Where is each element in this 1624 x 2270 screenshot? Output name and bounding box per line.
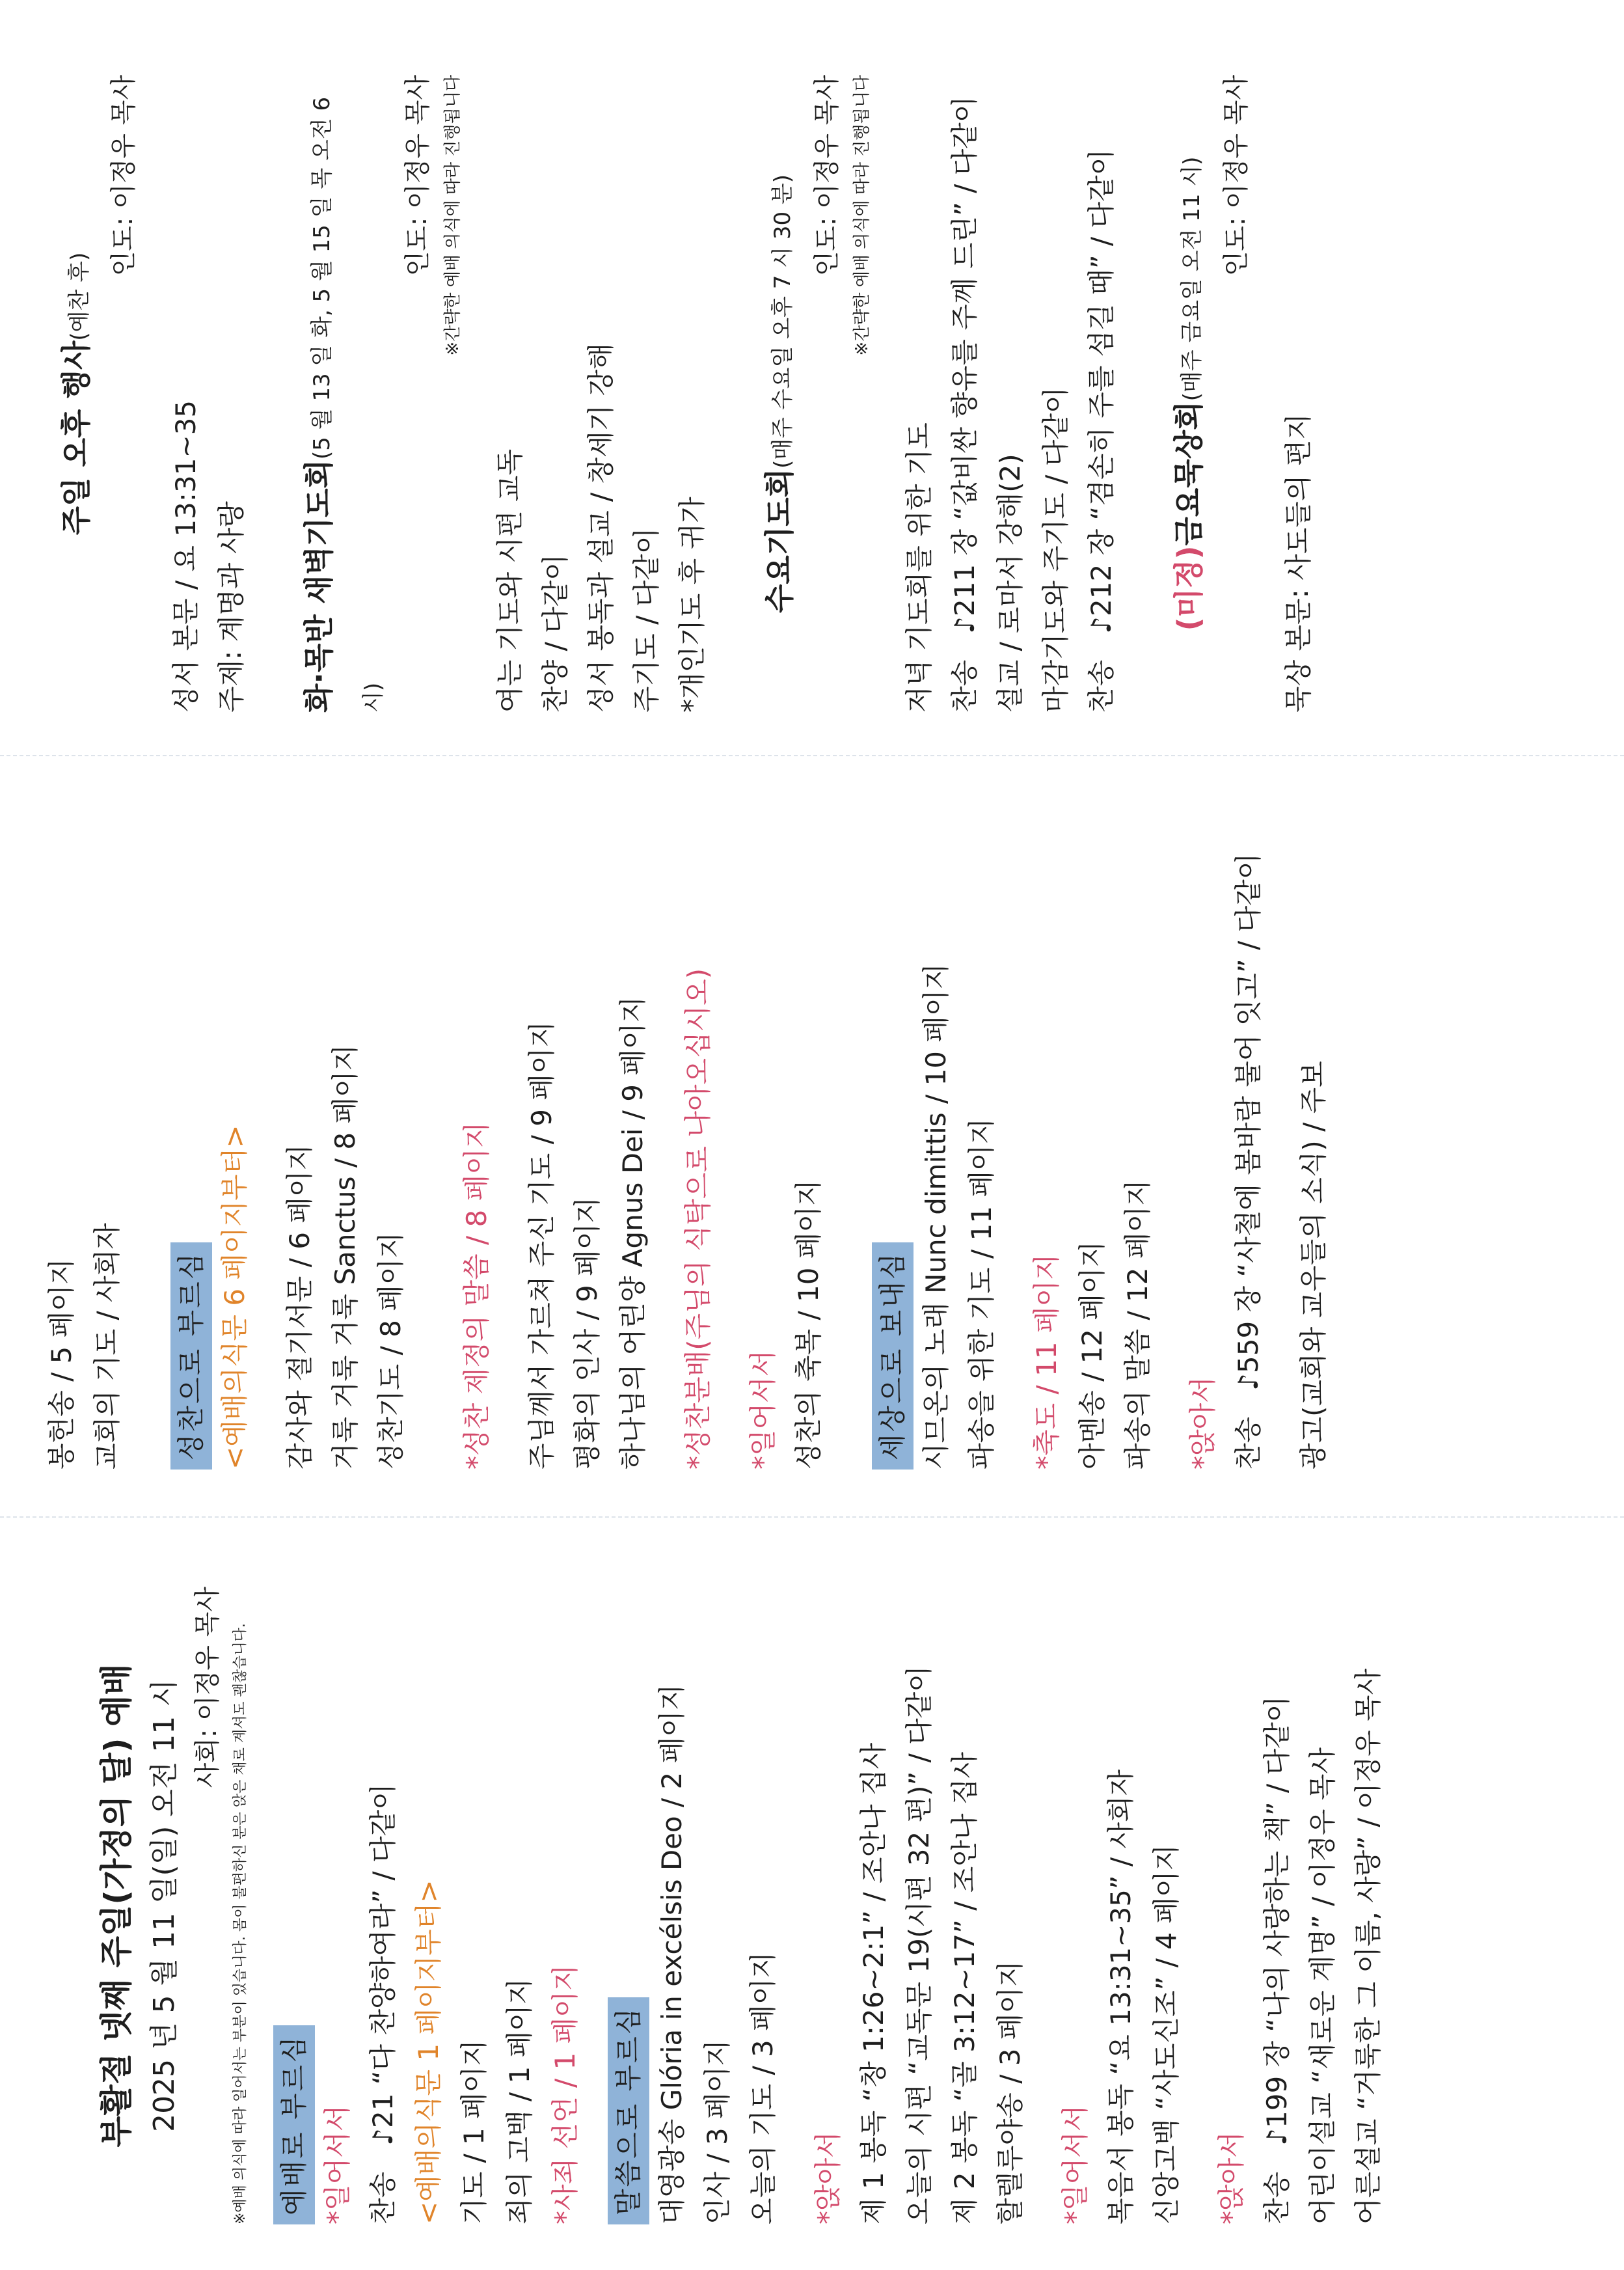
rise-instruction: *일어서서: [747, 1350, 779, 1470]
peace-item: 평화의 인사 / 9 페이지: [571, 1197, 603, 1470]
wednesday-item: 찬송 ♪211 장 “값비싼 향유를 주께 드린” / 다같이: [949, 96, 981, 713]
friday-text: 묵상 본문: 사도들의 편지: [1282, 413, 1314, 713]
amen-item: 아멘송 / 12 페이지: [1076, 1240, 1108, 1470]
institution-item: *성찬 제정의 말씀 / 8 페이지: [461, 1121, 493, 1470]
dawn-leader: 인도: 이정우 목사: [403, 75, 433, 277]
creed-item: 신앙고백 “사도신조” / 4 페이지: [1150, 1844, 1182, 2224]
afternoon-leader: 인도: 이정우 목사: [109, 75, 139, 277]
dawn-item: 주기도 / 다같이: [630, 527, 662, 713]
sanctus-item: 거룩 거룩 거룩 Sanctus / 8 페이지: [329, 1044, 361, 1470]
psalm-item: 오늘의 시편 “교독문 19(시편 32 편)” / 다같이: [903, 1665, 935, 2224]
dismissal-prayer-item: 파송을 위한 기도 / 11 페이지: [966, 1117, 997, 1470]
announcements-item: 광고(교회와 교우들의 소식) / 주보: [1297, 1061, 1329, 1470]
wednesday-prayer-title: 수요기도회(매주 수요일 오후 7 시 30 분): [762, 174, 797, 614]
sit-instruction: *앉아서: [1187, 1376, 1219, 1470]
dawn-item: 여는 기도와 시편 교독: [494, 448, 526, 713]
communion-blessing-item: 성찬의 축복 / 10 페이지: [792, 1179, 824, 1470]
friday-meditation-title: (미정)금요묵상회(매주 금요일 오전 11 시): [1171, 156, 1206, 631]
rise-instruction: *일어서서: [321, 2105, 353, 2224]
dawn-item: 찬양 / 다같이: [539, 554, 571, 713]
church-prayer-item: 교회의 기도 / 사회자: [91, 1223, 123, 1470]
posture-note: ※예배 의식에 따라 일어서는 부분이 있습니다. 몸이 불편하신 분은 앉은 채로 계셔도 괜찮습니다.: [232, 1623, 249, 2224]
wednesday-leader: 인도: 이정우 목사: [812, 75, 842, 277]
prayer-item: 기도 / 1 페이지: [458, 2040, 490, 2224]
offertory-item: 봉헌송 / 5 페이지: [46, 1258, 77, 1470]
dawn-item: 성서 봉독과 설교 / 창세기 강해: [585, 343, 617, 713]
wednesday-item: 저녁 기도회를 위한 기도: [903, 422, 935, 713]
rise-instruction: *일어서서: [1059, 2105, 1091, 2224]
wednesday-item: 설교 / 로마서 강해(2): [994, 454, 1026, 713]
section-band-word: 말씀으로 부르심: [608, 1997, 649, 2224]
children-sermon: 어린이설교 “새로운 계명” / 이정우 목사: [1306, 1747, 1338, 2224]
dawn-prayer-title: 화·목반 새벽기도회(5 월 13 일 화, 5 월 15 일 목 오전 6 시): [301, 96, 386, 713]
sit-instruction: *앉아서: [1215, 2131, 1247, 2224]
todays-prayer-item: 오늘의 기도 / 3 페이지: [747, 1952, 779, 2224]
panel-weekly-gatherings: [0, 29, 1624, 758]
gloria-item: 대영광송 Glória in excélsis Deo / 2 페이지: [656, 1684, 688, 2224]
section-band-communion: 성찬으로 부르심: [170, 1242, 212, 1470]
communion-prayer-item: 성찬기도 / 8 페이지: [375, 1232, 407, 1470]
absolution-item: *사죄 선언 / 1 페이지: [549, 1964, 581, 2224]
panel-main-worship: [0, 1541, 1624, 2270]
afternoon-theme: 주제: 계명과 사랑: [215, 501, 247, 713]
sending-words-item: 파송의 말씀 / 12 페이지: [1122, 1179, 1154, 1470]
sit-instruction: *앉아서: [812, 2131, 844, 2224]
gospel-reading: 복음서 봉독 “요 13:31~35” / 사회자: [1105, 1769, 1137, 2224]
worship-presider: 사회: 이정우 목사: [193, 1587, 223, 1788]
adult-sermon: 어른설교 “거룩한 그 이름, 사랑” / 이정우 목사: [1352, 1668, 1384, 2224]
closing-hymn: 찬송 ♪559 장 “사철에 봄바람 불어 잇고” / 다같이: [1232, 853, 1264, 1470]
confession-item: 죄의 고백 / 1 페이지: [504, 1978, 535, 2224]
thanksgiving-item: 감사와 절기서문 / 6 페이지: [284, 1144, 316, 1470]
agnus-dei-item: 하나님의 어린양 Agnus Dei / 9 페이지: [617, 996, 649, 1470]
wednesday-item: 찬송 ♪212 장 “겸손히 주를 섬길 때” / 다같이: [1085, 148, 1117, 713]
liturgy-page-ref: <예배의식문 1 페이지부터>: [413, 1880, 444, 2224]
hymn-sermon: 찬송 ♪199 장 “나의 사랑하는 책” / 다같이: [1261, 1695, 1293, 2224]
worship-title: 부활절 넷째 주일(가정의 달) 예배: [98, 1663, 135, 2148]
afternoon-text: 성서 본문 / 요 13:31~35: [170, 400, 202, 713]
first-reading: 제 1 봉독 “창 1:26~2:1” / 조안나 집사: [858, 1742, 889, 2224]
wednesday-note: ※간략한 예배 의식에 따라 진행됩니다: [852, 75, 872, 356]
greeting-item: 인사 / 3 페이지: [701, 2040, 733, 2224]
nunc-dimittis-item: 시므온의 노래 Nunc dimittis / 10 페이지: [920, 963, 952, 1470]
lords-prayer-item: 주님께서 가르쳐 주신 기도 / 9 페이지: [526, 1021, 558, 1470]
wednesday-item: 마감기도와 주기도 / 다같이: [1040, 387, 1072, 713]
second-reading: 제 2 봉독 “골 3:12~17” / 조안나 집사: [949, 1752, 981, 2224]
worship-datetime: 2025 년 5 월 11 일(일) 오전 11 시: [148, 1679, 181, 2132]
friday-leader: 인도: 이정우 목사: [1221, 75, 1251, 277]
distribution-item: *성찬분배(주님의 식탁으로 나아오십시오): [682, 968, 714, 1470]
dawn-note: ※간략한 예배 의식에 따라 진행됩니다: [443, 75, 463, 356]
fold-line-lower: [0, 1516, 1624, 1518]
afternoon-title: 주일 오후 행사(예찬 후): [59, 252, 94, 536]
alleluia-item: 할렐루야송 / 3 페이지: [994, 1960, 1026, 2224]
panel-communion: [0, 786, 1624, 1515]
benediction-item: *축도 / 11 페이지: [1031, 1253, 1062, 1470]
hymn-opening: 찬송 ♪21 “다 찬양하여라” / 다같이: [367, 1783, 399, 2224]
liturgy-page-ref: <예배의식문 6 페이지부터>: [219, 1125, 250, 1470]
dawn-item: *개인기도 후 귀가: [676, 497, 708, 713]
section-band-call-to-worship: 예배로 부르심: [273, 2025, 315, 2224]
section-band-sending: 세상으로 보내심: [872, 1242, 914, 1470]
